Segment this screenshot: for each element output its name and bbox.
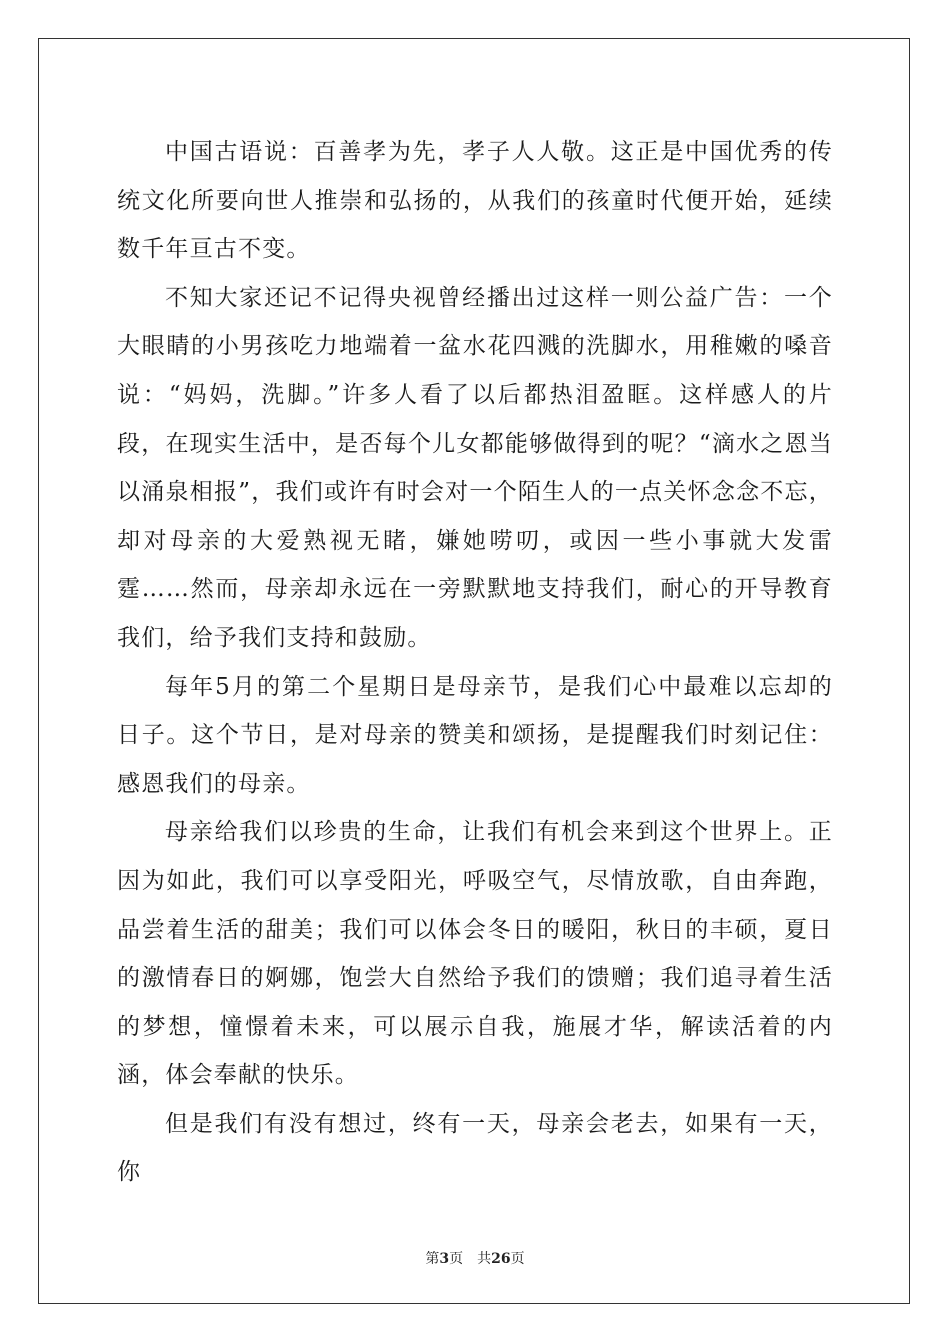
- total-suffix: 页: [510, 1251, 525, 1267]
- paragraph-3: 每年5月的第二个星期日是母亲节，是我们心中最难以忘却的日子。这个节日，是对母亲的赞美和颂扬，是提醒我们时刻记住：感恩我们的母亲。: [117, 673, 833, 797]
- total-prefix: 共: [477, 1251, 492, 1267]
- paragraph-2: 不知大家还记不记得央视曾经播出过这样一则公益广告：一个大眼睛的小男孩吃力地端着一盆水花四溅的洗脚水，用稚嫩的嗓音说：“妈妈，洗脚。”许多人看了以后都热泪盈眶。这样感人的片段，在现实生活中，是否每个儿女都能够做得到的呢？“滴水之恩当以涌泉相报”，我们或许有时会对一个陌生人的一点关怀念念不忘，却对母亲的大爱熟视无睹，嫌她唠叨，或因一些小事就大发雷霆……然而，母亲却永远在一旁默默地支持我们，耐心的开导教育我们，给予我们支持和鼓励。: [117, 284, 833, 651]
- page-suffix: 页: [449, 1251, 464, 1267]
- current-page-number: 3: [439, 1251, 450, 1267]
- page-prefix: 第: [425, 1251, 440, 1267]
- paragraph-4: 母亲给我们以珍贵的生命，让我们有机会来到这个世界上。正因为如此，我们可以享受阳光，呼吸空气，尽情放歌，自由奔跑，品尝着生活的甜美；我们可以体会冬日的暖阳，秋日的丰硕，夏日的激情春日的婀娜，饱尝大自然给予我们的馈赠；我们追寻着生活的梦想，憧憬着未来，可以展示自我，施展才华，解读活着的内涵，体会奉献的快乐。: [117, 819, 833, 1089]
- paragraph-5: 但是我们有没有想过，终有一天，母亲会老去，如果有一天，你: [117, 1110, 833, 1186]
- document-body: [117, 128, 833, 1197]
- paragraph-1: 中国古语说：百善孝为先，孝子人人敬。这正是中国优秀的传统文化所要向世人推崇和弘扬的，从我们的孩童时代便开始，延续数千年亘古不变。: [117, 139, 833, 263]
- total-page-count: 26: [491, 1251, 511, 1267]
- page-footer: [0, 1248, 950, 1268]
